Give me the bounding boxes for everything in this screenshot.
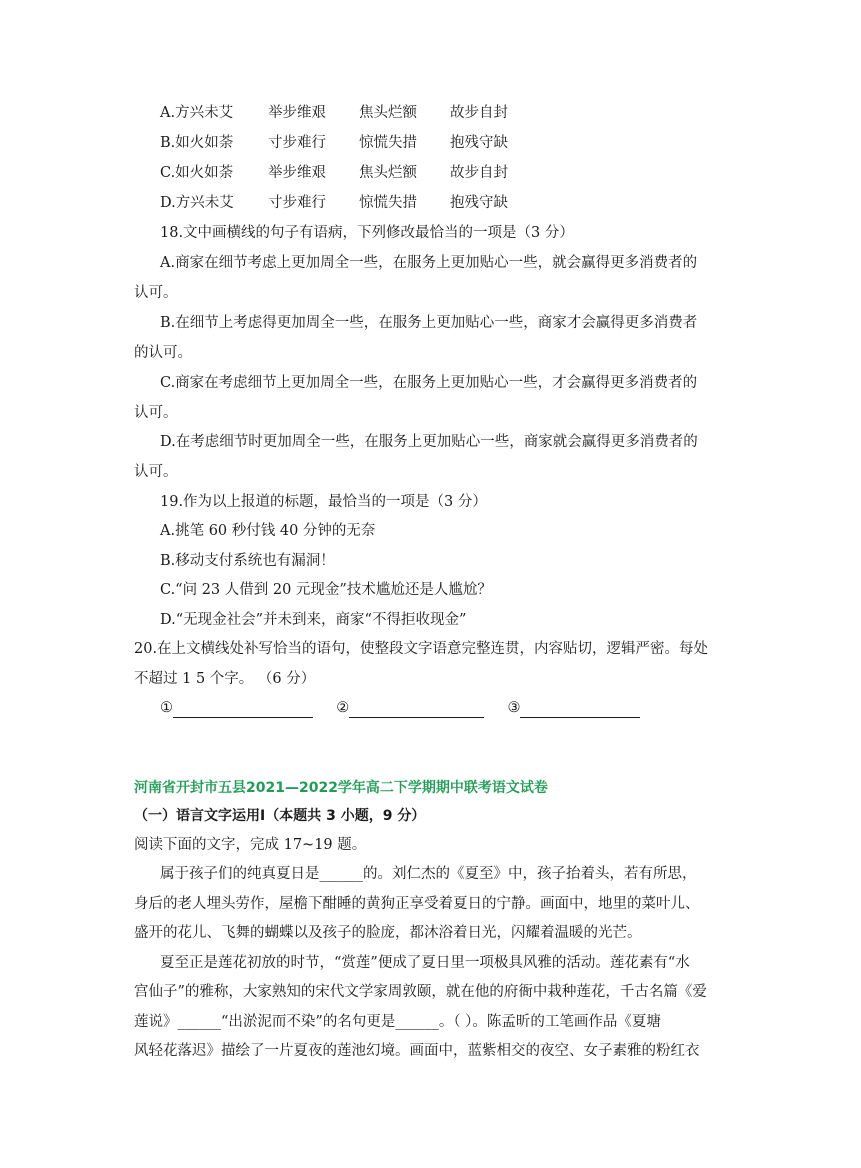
blank-3-marker: ③ <box>507 700 521 716</box>
q18-option-d-cont: 认可。 <box>134 464 178 480</box>
q17-option-a-word-2: 举步维艰 <box>268 105 326 121</box>
q18-option-a: A.商家在细节考虑上更加周全一些，在服务上更加贴心一些，就会赢得更多消费者的 <box>160 255 698 271</box>
q18-option-d: D.在考虑细节时更加周全一些，在服务上更加贴心一些，商家就会赢得更多消费者的 <box>160 434 698 450</box>
q17-option-b-word-3: 惊慌失措 <box>359 135 417 151</box>
q17-option-a-word-3: 焦头烂额 <box>359 105 417 121</box>
q18-option-b: B.在细节上考虑得更加周全一些，在服务上更加贴心一些，商家才会赢得更多消费者 <box>160 315 698 331</box>
q17-option-a-word-4: 故步自封 <box>450 105 508 121</box>
q20-stem-cont: 不超过 1 5 个字。 （6 分） <box>134 671 316 687</box>
q20-answer-blanks <box>160 698 640 718</box>
section-subtitle: （一）语言文字运用Ⅰ（本题共 3 小题，9 分） <box>134 808 426 824</box>
reading-instruction: 阅读下面的文字，完成 17~19 题。 <box>134 837 367 853</box>
passage-line-5: 宫仙子”的雅称，大家熟知的宋代文学家周敦颐，就在他的府衙中栽种莲花，千古名篇《爱 <box>134 984 707 1000</box>
q17-option-a: A.方兴未艾 <box>160 105 234 121</box>
q17-option-c-word-2: 举步维艰 <box>268 165 326 181</box>
blank-3-line[interactable] <box>520 701 640 718</box>
passage-line-7: 风轻花落迟》描绘了一片夏夜的莲池幻境。画面中，蓝紫相交的夜空、女子素雅的粉红衣 <box>134 1043 700 1059</box>
q17-option-d: D.方兴未艾 <box>160 195 234 211</box>
q19-stem: 19.作为以上报道的标题，最恰当的一项是（3 分） <box>160 494 487 510</box>
q18-option-b-cont: 的认可。 <box>134 345 192 361</box>
passage-line-3: 盛开的花儿、飞舞的蝴蝶以及孩子的脸庞，都沐浴着日光，闪耀着温暖的光芒。 <box>134 925 642 941</box>
passage-line-6: 莲说》______“出淤泥而不染”的名句更是______。（ ）。陈孟昕的工笔画作品《夏塘 <box>134 1014 661 1030</box>
q18-option-c: C.商家在考虑细节上更加周全一些，在服务上更加贴心一些，才会赢得更多消费者的 <box>160 375 698 391</box>
q19-option-b: B.移动支付系统也有漏洞！ <box>160 553 335 569</box>
q17-option-b-word-4: 抱残守缺 <box>450 135 508 151</box>
blank-1-marker: ① <box>160 700 173 716</box>
passage-line-2: 身后的老人埋头劳作，屋檐下酣睡的黄狗正享受着夏日的宁静。画面中，地里的菜叶儿、 <box>134 896 700 912</box>
q17-option-b-word-2: 寸步难行 <box>268 135 326 151</box>
q17-option-c: C.如火如荼 <box>160 165 234 181</box>
passage-line-4: 夏至正是莲花初放的时节，“赏莲”便成了夏日里一项极具风雅的活动。莲花素有“水 <box>160 955 690 971</box>
passage-line-1: 属于孩子们的纯真夏日是______的。刘仁杰的《夏至》中，孩子抬着头，若有所思， <box>160 866 697 882</box>
q19-option-a: A.挑笔 60 秒付钱 40 分钟的无奈 <box>160 523 376 539</box>
section-title: 河南省开封市五县2021—2022学年高二下学期期中联考语文试卷 <box>134 780 548 796</box>
q17-option-c-word-4: 故步自封 <box>450 165 508 181</box>
q17-option-c-word-3: 焦头烂额 <box>359 165 417 181</box>
q18-option-c-cont: 认可。 <box>134 405 178 421</box>
q19-option-c: C.“问 23 人借到 20 元现金”技术尴尬还是人尴尬？ <box>160 582 492 598</box>
q17-option-d-word-2: 寸步难行 <box>268 195 326 211</box>
blank-2-line[interactable] <box>349 701 484 718</box>
q18-stem: 18.文中画横线的句子有语病，下列修改最恰当的一项是（3 分） <box>160 225 574 241</box>
q17-option-b: B.如火如荼 <box>160 135 234 151</box>
q17-option-d-word-3: 惊慌失措 <box>359 195 417 211</box>
blank-2-marker: ② <box>336 700 350 716</box>
q18-option-a-cont: 认可。 <box>134 285 178 301</box>
blank-1-line[interactable] <box>173 701 313 718</box>
q17-option-d-word-4: 抱残守缺 <box>450 195 508 211</box>
q19-option-d: D.“无现金社会”并未到来，商家“不得拒收现金” <box>160 612 467 628</box>
q20-stem: 20.在上文横线处补写恰当的语句，使整段文字语意完整连贯，内容贴切，逻辑严密。每处 <box>134 641 709 657</box>
